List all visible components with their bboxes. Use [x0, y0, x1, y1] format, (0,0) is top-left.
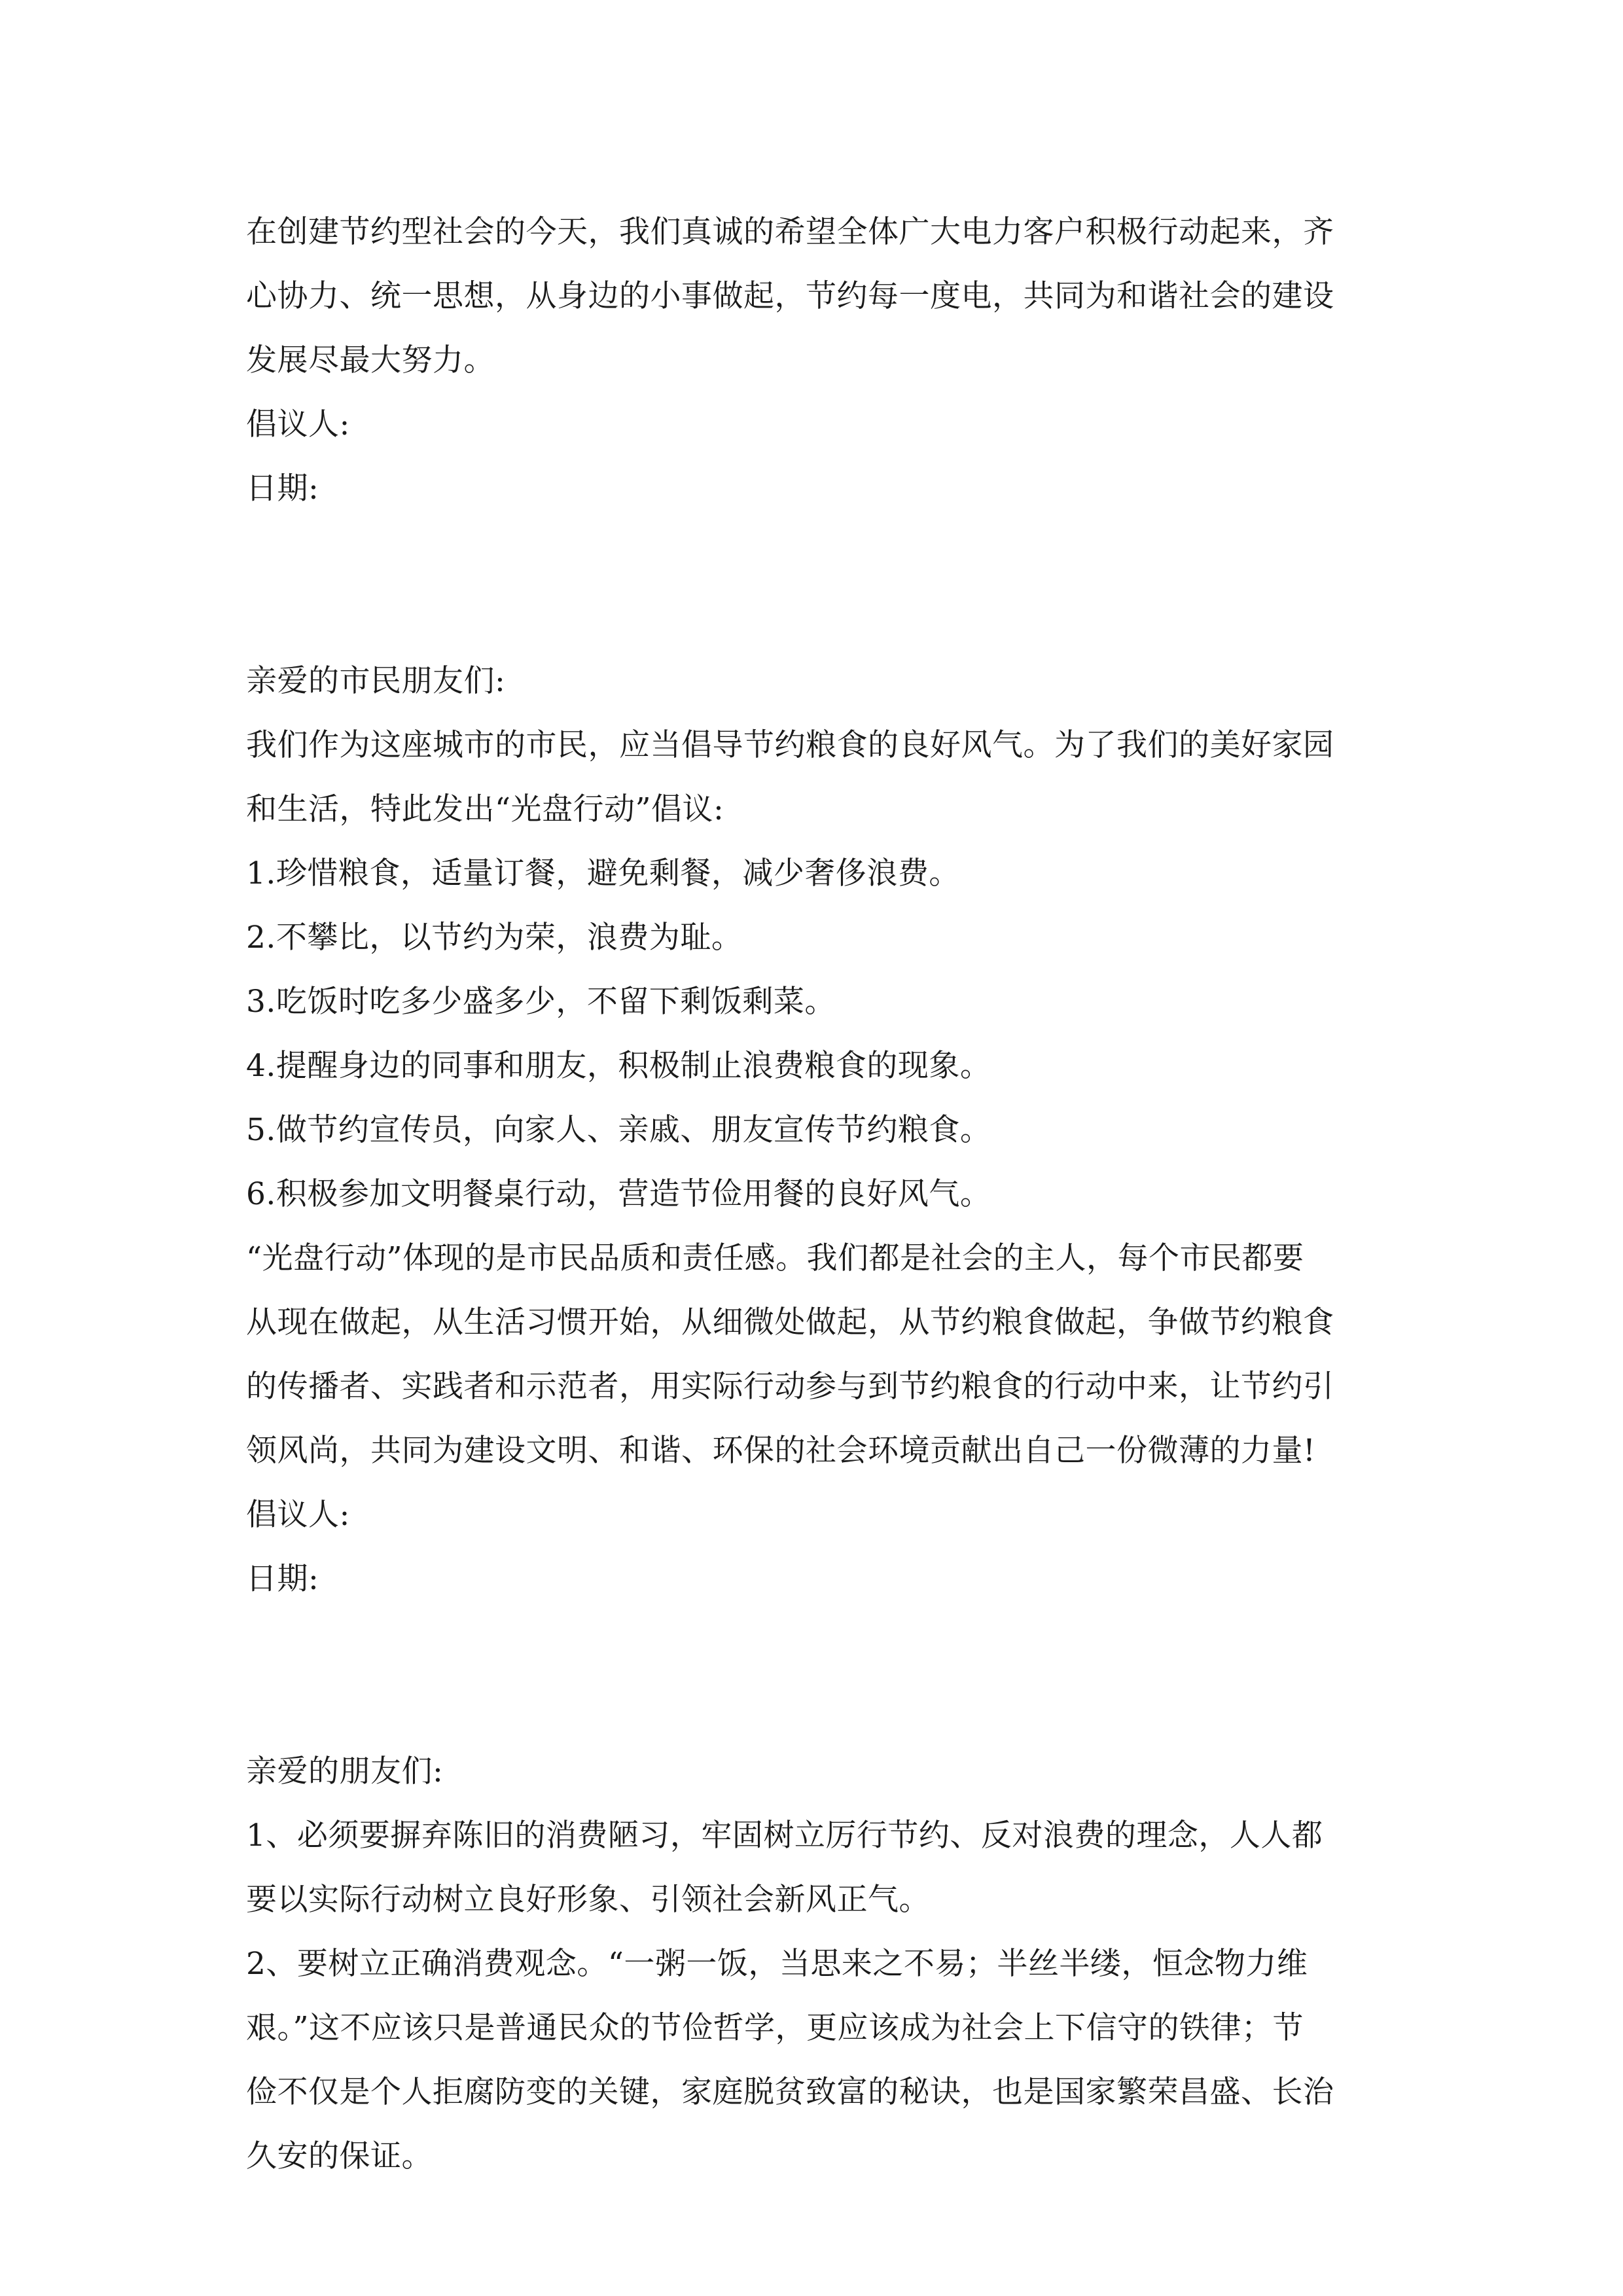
paragraph-line: 要以实际行动树立良好形象、引领社会新风正气。: [246, 1882, 930, 1918]
date-label: 日期:: [246, 1561, 319, 1597]
paragraph-line: 2、要树立正确消费观念。“一粥一饭，当思来之不易；半丝半缕，恒念物力维: [246, 1946, 1308, 1982]
list-item: 2.不攀比，以节约为荣，浪费为耻。: [246, 920, 743, 956]
document-body: [246, 200, 1385, 2189]
paragraph-line: 和生活，特此发出“光盘行动”倡议:: [246, 791, 724, 827]
paragraph-line: 艰。”这不应该只是普通民众的节俭哲学，更应该成为社会上下信守的铁律；节: [246, 2010, 1304, 2046]
greeting: 亲爱的朋友们:: [246, 1753, 444, 1789]
list-item: 1.珍惜粮食，适量订餐，避免剩餐，减少奢侈浪费。: [246, 855, 960, 891]
proposer-label: 倡议人:: [246, 1497, 350, 1533]
paragraph-line: 发展尽最大努力。: [246, 342, 495, 378]
paragraph-line: 领风尚，共同为建设文明、和谐、环保的社会环境贡献出自己一份微薄的力量!: [246, 1433, 1316, 1469]
section-clean-plate-proposal: [246, 649, 1385, 1611]
list-item: 6.积极参加文明餐桌行动，营造节俭用餐的良好风气。: [246, 1176, 991, 1212]
list-item: 3.吃饭时吃多少盛多少，不留下剩饭剩菜。: [246, 984, 836, 1020]
section-spacer: [246, 1611, 1385, 1740]
paragraph-line: 1、必须要摒弃陈旧的消费陋习，牢固树立厉行节约、反对浪费的理念，人人都: [246, 1818, 1323, 1854]
proposer-label: 倡议人:: [246, 406, 350, 442]
date-label: 日期:: [246, 471, 319, 507]
paragraph-line: 心协力、统一思想，从身边的小事做起，节约每一度电，共同为和谐社会的建设: [246, 278, 1334, 314]
paragraph-line: 从现在做起，从生活习惯开始，从细微处做起，从节约粮食做起，争做节约粮食: [246, 1304, 1334, 1340]
section-anti-waste: [246, 1740, 1385, 2189]
paragraph-line: 俭不仅是个人拒腐防变的关键，家庭脱贫致富的秘诀，也是国家繁荣昌盛、长治: [246, 2074, 1334, 2110]
list-item: 4.提醒身边的同事和朋友，积极制止浪费粮食的现象。: [246, 1048, 991, 1084]
paragraph-line: 久安的保证。: [246, 2138, 433, 2174]
paragraph-line: 我们作为这座城市的市民，应当倡导节约粮食的良好风气。为了我们的美好家园: [246, 727, 1334, 763]
greeting: 亲爱的市民朋友们:: [246, 663, 506, 699]
section-spacer: [246, 521, 1385, 649]
paragraph-line: 在创建节约型社会的今天，我们真诚的希望全体广大电力客户积极行动起来，齐: [246, 214, 1334, 250]
list-item: 5.做节约宣传员，向家人、亲戚、朋友宣传节约粮食。: [246, 1112, 991, 1148]
paragraph-line: 的传播者、实践者和示范者，用实际行动参与到节约粮食的行动中来，让节约引: [246, 1369, 1334, 1405]
paragraph-line: “光盘行动”体现的是市民品质和责任感。我们都是社会的主人，每个市民都要: [246, 1240, 1304, 1276]
section-electricity-proposal: [246, 200, 1385, 521]
